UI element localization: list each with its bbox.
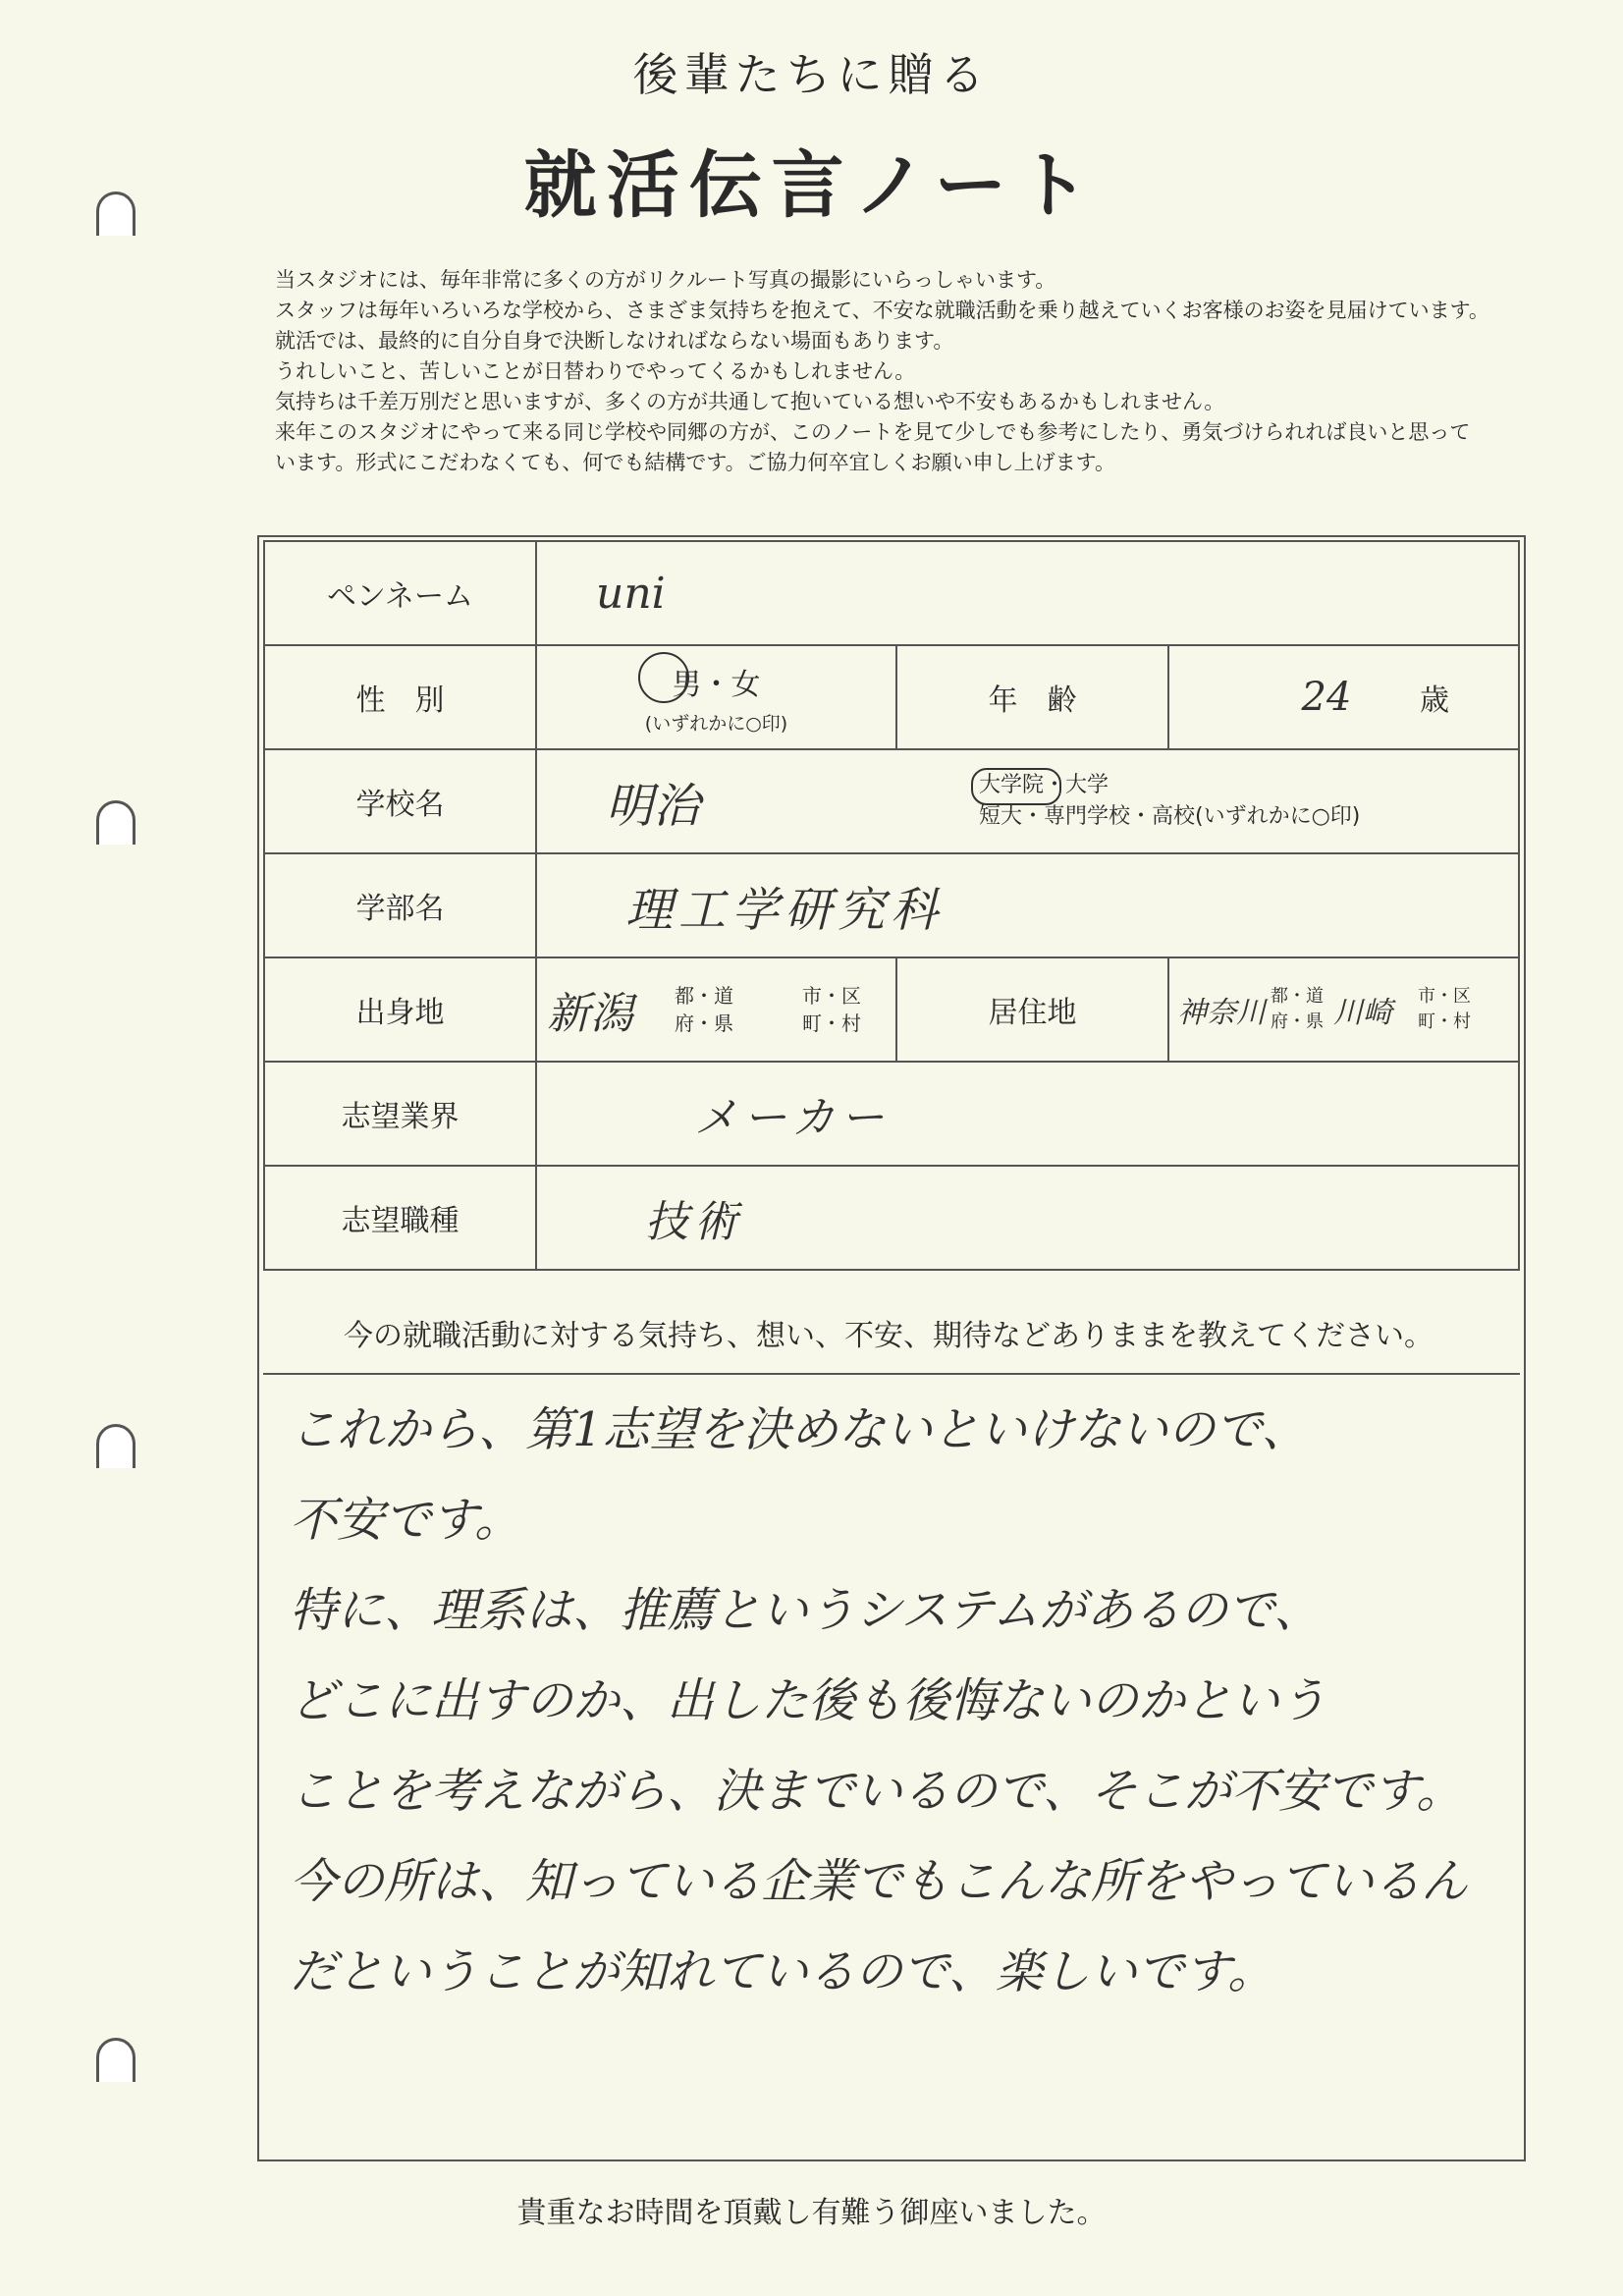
job-type-value: 技術 bbox=[645, 1197, 743, 1247]
page-subtitle: 後輩たちに贈る bbox=[632, 48, 991, 101]
answer-line: 特に、理系は、推薦というシステムがあるので、 bbox=[290, 1583, 1322, 1638]
age-value: 24 bbox=[1301, 675, 1352, 720]
location-row bbox=[264, 957, 1519, 1062]
intro-line: 就活では、最終的に自分自身で決断しなければならない場面もあります。 bbox=[275, 329, 954, 353]
faculty-value: 理工学研究科 bbox=[625, 882, 945, 938]
job-type-label: 志望職種 bbox=[264, 1166, 536, 1270]
punch-hole bbox=[96, 2038, 135, 2082]
industry-row bbox=[264, 1062, 1519, 1166]
question-label: 今の就職活動に対する気持ち、想い、不安、期待などありままを教えてください。 bbox=[344, 1319, 1434, 1353]
gender-field[interactable] bbox=[536, 645, 896, 749]
school-field[interactable] bbox=[536, 749, 1519, 853]
answer-line: ことを考えながら、決までいるので、そこが不安です。 bbox=[290, 1764, 1464, 1819]
footer-thanks: 貴重なお時間を頂戴し有難う御座いました。 bbox=[516, 2196, 1107, 2230]
answer-text[interactable] bbox=[290, 1385, 1488, 2017]
intro-text bbox=[275, 265, 1610, 478]
faculty-label: 学部名 bbox=[264, 853, 536, 957]
answer-line: これから、第1志望を決めないといけないので、 bbox=[290, 1402, 1309, 1457]
answer-line: 不安です。 bbox=[290, 1493, 522, 1548]
city-units-bottom: 町・村 bbox=[1418, 1011, 1471, 1032]
job-type-row bbox=[264, 1166, 1519, 1270]
industry-value: メーカー bbox=[694, 1093, 891, 1143]
punch-hole bbox=[96, 800, 135, 845]
school-row bbox=[264, 749, 1519, 853]
residence-city-units bbox=[1418, 984, 1471, 1035]
school-type-options bbox=[979, 770, 1360, 833]
hometown-pref-units bbox=[675, 982, 802, 1037]
hometown-city-units bbox=[802, 982, 861, 1037]
question-divider bbox=[263, 1373, 1520, 1375]
city-units-bottom: 町・村 bbox=[802, 1011, 861, 1035]
pref-units-bottom: 府・県 bbox=[1271, 1011, 1324, 1032]
hometown-field[interactable] bbox=[536, 957, 896, 1062]
gender-hint: (いずれかに○印) bbox=[644, 712, 788, 735]
hometown-value: 新潟 bbox=[547, 989, 633, 1039]
pen-name-value: uni bbox=[596, 568, 666, 619]
age-unit: 歳 bbox=[1420, 683, 1449, 718]
residence-pref-units bbox=[1271, 984, 1333, 1035]
pen-name-field[interactable] bbox=[536, 541, 1519, 645]
city-units-top: 市・区 bbox=[802, 984, 861, 1008]
intro-line: スタッフは毎年いろいろな学校から、さまざま気持ちを抱えて、不安な就職活動を乗り越えていくお客様のお姿を見届けています。 bbox=[275, 299, 1489, 322]
hometown-label: 出身地 bbox=[264, 957, 536, 1062]
pref-units-top: 都・道 bbox=[1271, 986, 1324, 1007]
industry-field[interactable] bbox=[536, 1062, 1519, 1166]
job-type-field[interactable] bbox=[536, 1166, 1519, 1270]
answer-line: だということが知れているので、楽しいです。 bbox=[290, 1944, 1275, 1999]
gender-age-row bbox=[264, 645, 1519, 749]
gender-options bbox=[537, 660, 895, 703]
school-types-line1: 大学院・大学 bbox=[979, 773, 1109, 797]
school-types-line2: 短大・専門学校・高校(いずれかに○印) bbox=[979, 804, 1361, 829]
pref-units-top: 都・道 bbox=[675, 984, 733, 1008]
intro-line: います。形式にこだわなくても、何でも結構です。ご協力何卒宜しくお願い申し上げます。 bbox=[275, 451, 1115, 474]
answer-line: どこに出すのか、出した後も後悔ないのかという bbox=[290, 1673, 1327, 1728]
intro-line: 来年このスタジオにやって来る同じ学校や同郷の方が、このノートを見て少しでも参考にしたり、勇気づけられれば良いと思って bbox=[275, 420, 1471, 444]
residence-label: 居住地 bbox=[896, 957, 1168, 1062]
gender-options-text: 男・女 bbox=[672, 667, 761, 702]
pref-units-bottom: 府・県 bbox=[675, 1011, 733, 1035]
gender-selected-circle bbox=[638, 652, 689, 703]
punch-hole bbox=[96, 1424, 135, 1468]
school-selected-circle bbox=[971, 768, 1061, 805]
residence-field[interactable] bbox=[1168, 957, 1519, 1062]
school-value: 明治 bbox=[606, 778, 701, 834]
age-field[interactable] bbox=[1168, 645, 1519, 749]
age-label: 年 齢 bbox=[896, 645, 1168, 749]
industry-label: 志望業界 bbox=[264, 1062, 536, 1166]
residence-pref-value: 神奈川 bbox=[1177, 996, 1266, 1030]
intro-line: 当スタジオには、毎年非常に多くの方がリクルート写真の撮影にいらっしゃいます。 bbox=[275, 268, 1056, 292]
gender-label: 性 別 bbox=[264, 645, 536, 749]
school-label: 学校名 bbox=[264, 749, 536, 853]
pen-name-label: ペンネーム bbox=[264, 541, 536, 645]
city-units-top: 市・区 bbox=[1418, 986, 1471, 1007]
faculty-row bbox=[264, 853, 1519, 957]
pen-name-row bbox=[264, 541, 1519, 645]
faculty-field[interactable] bbox=[536, 853, 1519, 957]
profile-table bbox=[263, 540, 1520, 1271]
page-title: 就活伝言ノート bbox=[523, 143, 1100, 228]
residence-city-value: 川崎 bbox=[1333, 996, 1392, 1030]
intro-line: うれしいこと、苦しいことが日替わりでやってくるかもしれません。 bbox=[275, 359, 916, 383]
answer-line: 今の所は、知っている企業でもこんな所をやっているん bbox=[290, 1854, 1469, 1909]
intro-line: 気持ちは千差万別だと思いますが、多くの方が共通して抱いている想いや不安もあるかもしれません。 bbox=[275, 390, 1225, 413]
